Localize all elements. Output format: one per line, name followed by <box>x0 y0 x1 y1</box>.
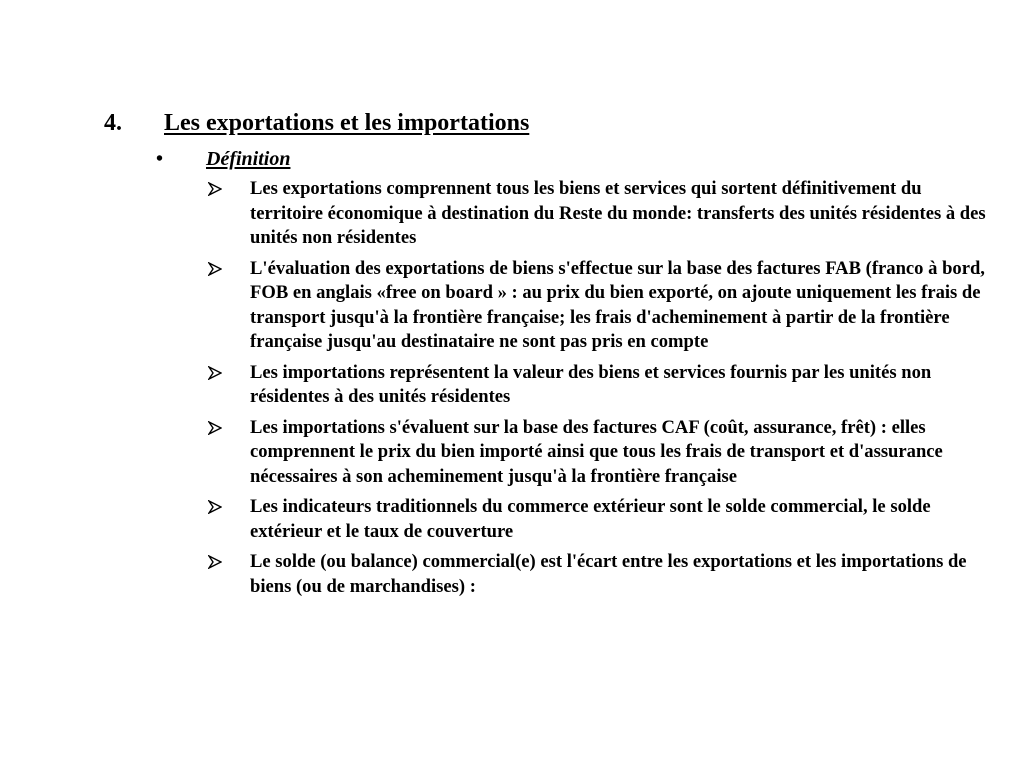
section-title: Les exportations et les importations <box>164 110 530 136</box>
definition-list <box>206 177 996 605</box>
list-item-text: Les importations s'évaluent sur la base des factures CAF (coût, assurance, frêt) : elles comprennent le prix du bien importé ainsi que tous les frais de transport et d'assurance nécessaires à son acheminement jusqu'à la frontière française <box>250 416 943 487</box>
round-bullet-icon: • <box>156 148 164 170</box>
list-item <box>206 361 996 410</box>
arrow-bullet-icon <box>208 182 222 196</box>
list-item <box>206 177 996 251</box>
arrow-bullet-icon <box>208 366 222 380</box>
arrow-bullet-icon <box>208 500 222 514</box>
list-item-text: Les indicateurs traditionnels du commerce extérieur sont le solde commercial, le solde extérieur et le taux de couverture <box>250 496 931 542</box>
arrow-bullet-icon <box>208 421 222 435</box>
list-item-text: Les exportations comprennent tous les biens et services qui sortent définitivement du territoire économique à destination du Reste du monde: transferts des unités résidentes à des unités non résidentes <box>250 178 986 248</box>
subheading-label: Définition <box>206 148 291 170</box>
section-number: 4. <box>104 110 122 136</box>
list-item-text: Les importations représentent la valeur des biens et services fournis par les unités non résidentes à des unités résidentes <box>250 361 932 407</box>
list-item <box>206 495 996 544</box>
list-item-text: Le solde (ou balance) commercial(e) est l'écart entre les exportations et les importations de biens (ou de marchandises) : <box>250 551 967 597</box>
list-item <box>206 550 996 599</box>
list-item-text: L'évaluation des exportations de biens s'effectue sur la base des factures FAB (franco à bord, FOB en anglais «free on board » : au prix du bien exporté, on ajoute uniquement les frais de transport jusqu'à la frontière française; les frais d'acheminement à partir de la frontière française jusqu'au destinataire ne sont pas pris en compte <box>250 257 985 352</box>
arrow-bullet-icon <box>208 262 222 276</box>
arrow-bullet-icon <box>208 555 222 569</box>
list-item <box>206 257 996 355</box>
list-item <box>206 416 996 490</box>
